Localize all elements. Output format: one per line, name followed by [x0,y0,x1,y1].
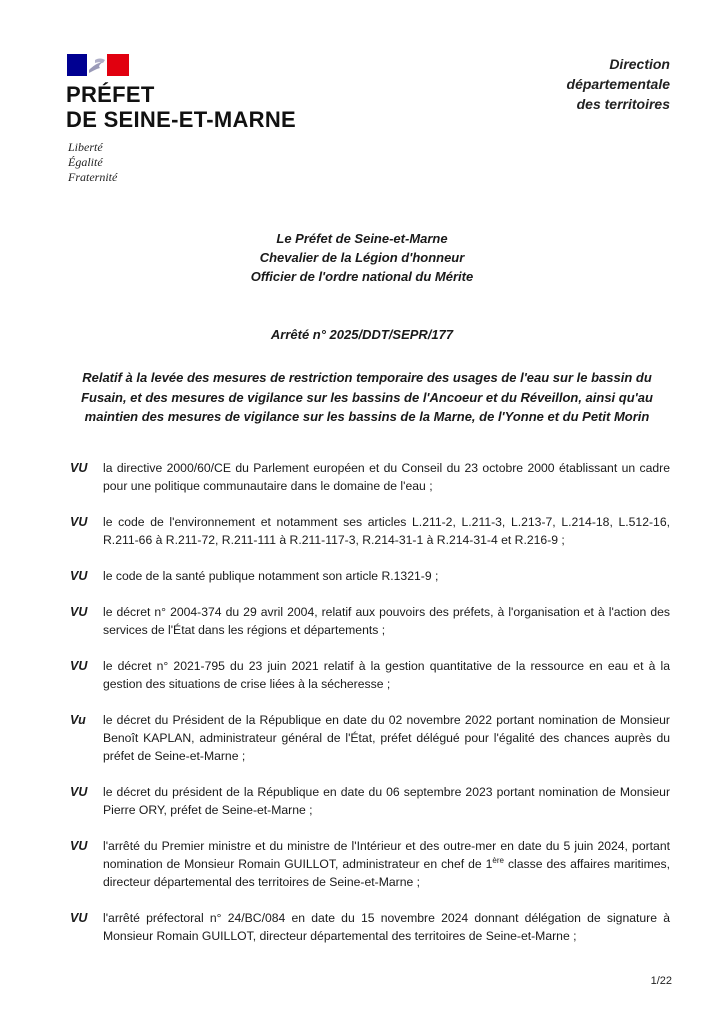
consideration-item [70,603,670,639]
consideration-text [103,837,670,891]
issuing-directorate [470,54,670,114]
consideration-text-part2: classe des affaires maritimes, directeur départemental des territoires de Seine-et-Marne ; [103,857,671,889]
consideration-item [70,459,670,495]
consideration-item [70,513,670,549]
arrete-title: Arrêté n° 2025/DDT/SEPR/177 [270,327,454,342]
issuing-authority [0,229,724,286]
consideration-item [70,909,670,945]
prefecture-name [66,82,296,132]
vu-label: VU [70,515,88,529]
consideration-text: le décret n° 2021-795 du 23 juin 2021 relatif à la gestion quantitative de la ressource en eau et à la gestion des situations de crise liées à la sécheresse ; [103,659,670,691]
consideration-item [70,837,670,891]
vu-label: VU [70,911,88,925]
marianne-logo-icon [67,54,129,76]
consideration-text: le décret du président de la République en date du 06 septembre 2023 portant nomination de Monsieur Pierre ORY, préfet de Seine-et-Marne ; [103,785,670,817]
consideration-item [70,783,670,819]
directorate-line1: Direction [609,56,670,72]
prefecture-name-line2: DE SEINE-ET-MARNE [66,107,297,132]
vu-label: VU [70,839,88,853]
consideration-item [70,711,670,765]
republic-motto [68,140,117,185]
consideration-text: le décret n° 2004-374 du 29 avril 2004, relatif aux pouvoirs des préfets, à l'organisation et à l'action des services de l'État dans les régions et départements ; [103,605,670,637]
authority-line1: Le Préfet de Seine-et-Marne [276,231,448,246]
consideration-item [70,657,670,693]
consideration-text: le décret du Président de la République en date du 02 novembre 2022 portant nomination de Monsieur Benoît KAPLAN, administrateur général de l'État, préfet délégué pour l'égalité des chances auprès du préfet de Seine-et-Marne ; [103,713,670,763]
vu-label: VU [70,785,88,799]
vu-label: VU [70,605,88,619]
authority-line2: Chevalier de la Légion d'honneur [259,250,465,265]
directorate-line2: départementale [566,76,670,92]
directorate-line3: des territoires [576,96,670,112]
motto-egalite: Égalité [68,155,103,169]
arrete-subject: Relatif à la levée des mesures de restriction temporaire des usages de l'eau sur le bassin du Fusain, et des mesures de vigilance sur les bassins de l'Ancoeur et du Réveillon, ainsi qu'au maintien des mesures de vigilance sur les bassins de la Marne, de l'Yonne et du Petit Morin [81,370,653,424]
authority-line3: Officier de l'ordre national du Mérite [250,269,474,284]
vu-label: VU [70,461,88,475]
motto-fraternite: Fraternité [68,170,118,184]
page-number: 1/22 [650,975,672,987]
consideration-text: le code de l'environnement et notamment ses articles L.211-2, L.211-3, L.213-7, L.214-18, L.512-16, R.211-66 à R.211-72, R.211-111 à R.211-117-3, R.214-31-1 à R.214-31-4 et R.216-9 ; [103,515,670,547]
prefecture-name-line1: PRÉFET [66,82,155,107]
consideration-text-part1: l'arrêté du Premier ministre et du ministre de l'Intérieur et des outre-mer en date du 5 juin 2024, portant nomination de Monsieur Romain GUILLOT, administrateur en chef de 1 [103,839,670,871]
consideration-text: le code de la santé publique notamment son article R.1321-9 ; [103,569,439,583]
vu-label: VU [70,659,88,673]
vu-label: Vu [70,713,86,727]
consideration-text: la directive 2000/60/CE du Parlement européen et du Conseil du 23 octobre 2000 établissant un cadre pour une politique communautaire dans le domaine de l'eau ; [103,461,670,493]
vu-label: VU [70,569,88,583]
considerations-list [70,459,670,945]
consideration-text: l'arrêté préfectoral n° 24/BC/084 en date du 15 novembre 2024 donnant délégation de signature à Monsieur Romain GUILLOT, directeur départemental des territoires de Seine-et-Marne ; [103,911,670,943]
ordinal-superscript: ère [492,855,504,865]
motto-liberte: Liberté [68,140,103,154]
consideration-item [70,567,670,585]
